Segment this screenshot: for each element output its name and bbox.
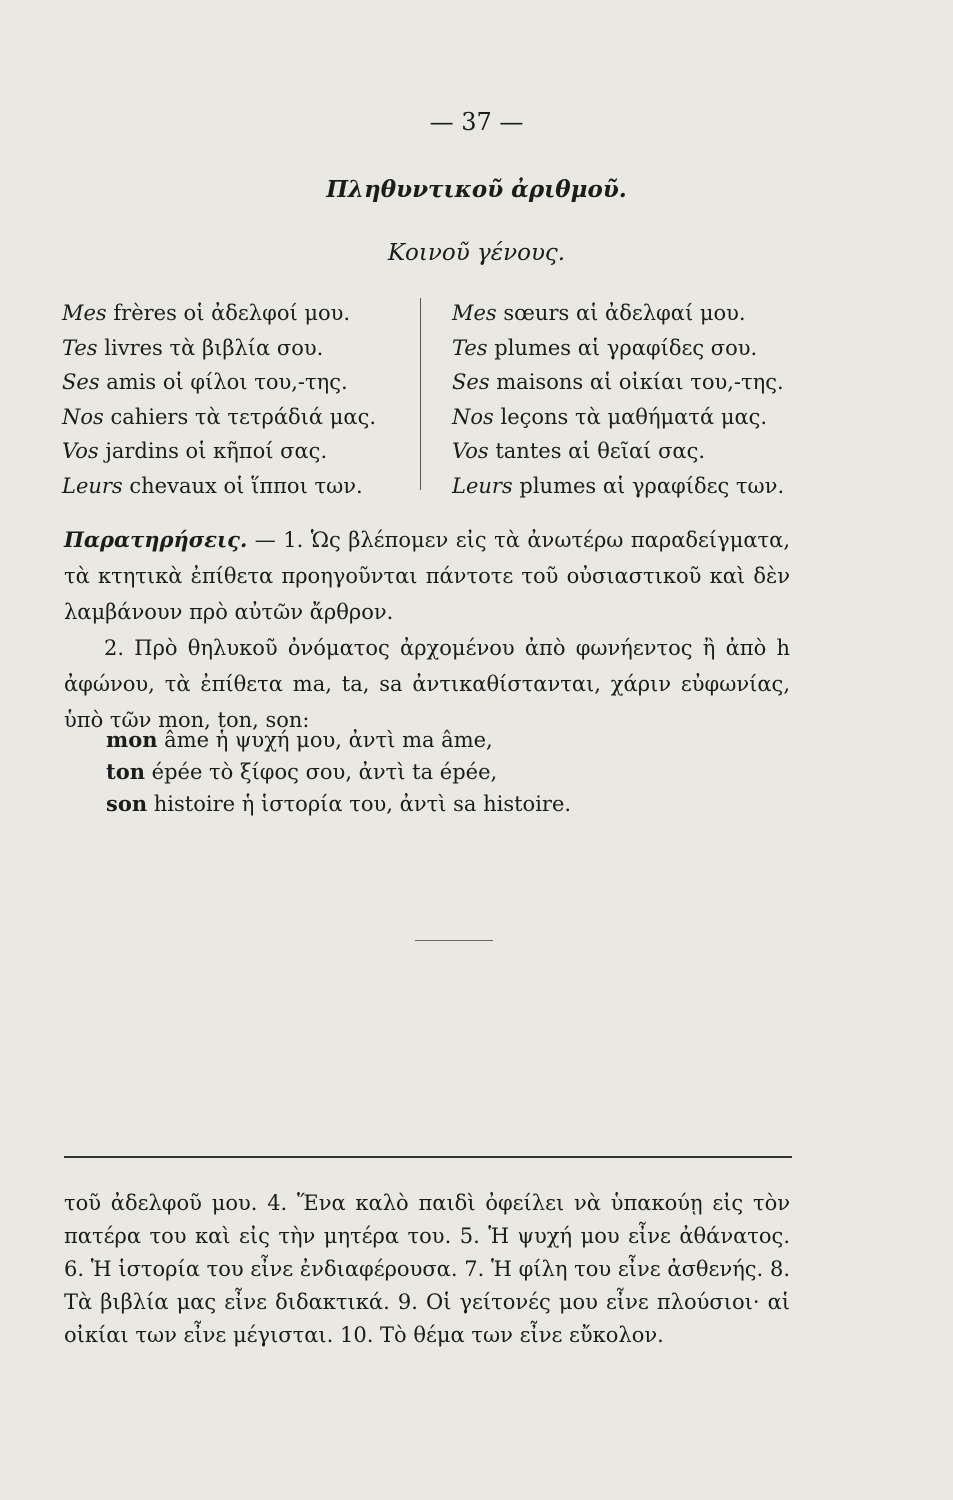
left-row: Tes livres τὰ βιβλία σου. [62,335,324,360]
right-row: Nos leçons τὰ μαθήματά μας. [452,404,768,429]
right-row: Ses maisons αἱ οἰκίαι του,-της. [452,370,784,394]
remark-1: Παρατηρήσεις. — 1. Ὡς βλέπομεν εἰς τὰ ἀνωτέρω παραδείγματα, τὰ κτητικὰ ἐπίθετα προηγοῦνται πάντοτε τοῦ οὐσιαστικοῦ καὶ δὲν λαμβάνουν πρὸ αὐτῶν ἄρθρον. [64,527,790,624]
right-row: Leurs plumes αἱ γραφίδες των. [452,473,785,498]
section-heading: Πληθυντικοῦ ἀριθμοῦ. [326,176,627,203]
remarks-title: Παρατηρήσεις. [64,527,248,552]
footnote-text: τοῦ ἀδελφοῦ μου. 4. Ἕνα καλὸ παιδὶ ὀφείλει νὰ ὑπακούῃ εἰς τὸν πατέρα του καὶ εἰς τὴν μητέρα του. 5. Ἡ ψυχή μου εἶνε ἀθάνατος. 6. Ἡ ἱστορία του εἶνε ἐνδιαφέρουσα. 7. Ἡ φίλη του εἶνε ἀσθενής. 8. Τὰ βιβλία μας εἶνε διδακτικά. 9. Οἱ γείτονές μου εἶνε πλούσιοι· αἱ οἰκίαι των εἶνε μέγισται. 10. Τὸ θέμα των εἶνε εὔκολον. [64,1191,790,1347]
remarks-section [64,522,790,738]
left-row: Ses amis οἱ φίλοι του,-της. [62,370,348,394]
example-line: ton épée τὸ ξίφος σου, ἀντὶ ta épée, [106,759,498,784]
left-row: Nos cahiers τὰ τετράδιά μας. [62,404,377,429]
example-line: mon âme ἡ ψυχή μου, ἀντὶ ma âme, [106,727,493,752]
right-row: Tes plumes αἱ γραφίδες σου. [452,335,758,360]
left-row: Vos jardins οἱ κῆποί σας. [62,439,328,463]
right-row: Vos tantes αἱ θεῖαί σας. [452,439,706,463]
left-row: Mes frères οἱ ἀδελφοί μου. [62,301,351,325]
footnote-rule [64,1156,792,1158]
section-subheading: Κοινοῦ γένους. [387,240,566,266]
left-column [62,296,407,503]
right-column [452,296,797,503]
column-divider [420,298,421,490]
page-number: — 37 — [429,108,524,136]
right-row: Mes sœurs αἱ ἀδελφαί μου. [452,301,746,325]
section-rule [415,940,493,941]
example-line: son histoire ἡ ἱστορία του, ἀντὶ sa histoire. [106,791,572,816]
left-row: Leurs chevaux οἱ ἵπποι των. [62,473,363,498]
remark-2: 2. Πρὸ θηλυκοῦ ὀνόματος ἀρχομένου ἀπὸ φωνήεντος ἢ ἀπὸ h ἀφώνου, τὰ ἐπίθετα ma, ta, sa ἀντικαθίστανται, χάριν εὐφωνίας, ὑπὸ τῶν mon, ton, son: [64,636,790,732]
